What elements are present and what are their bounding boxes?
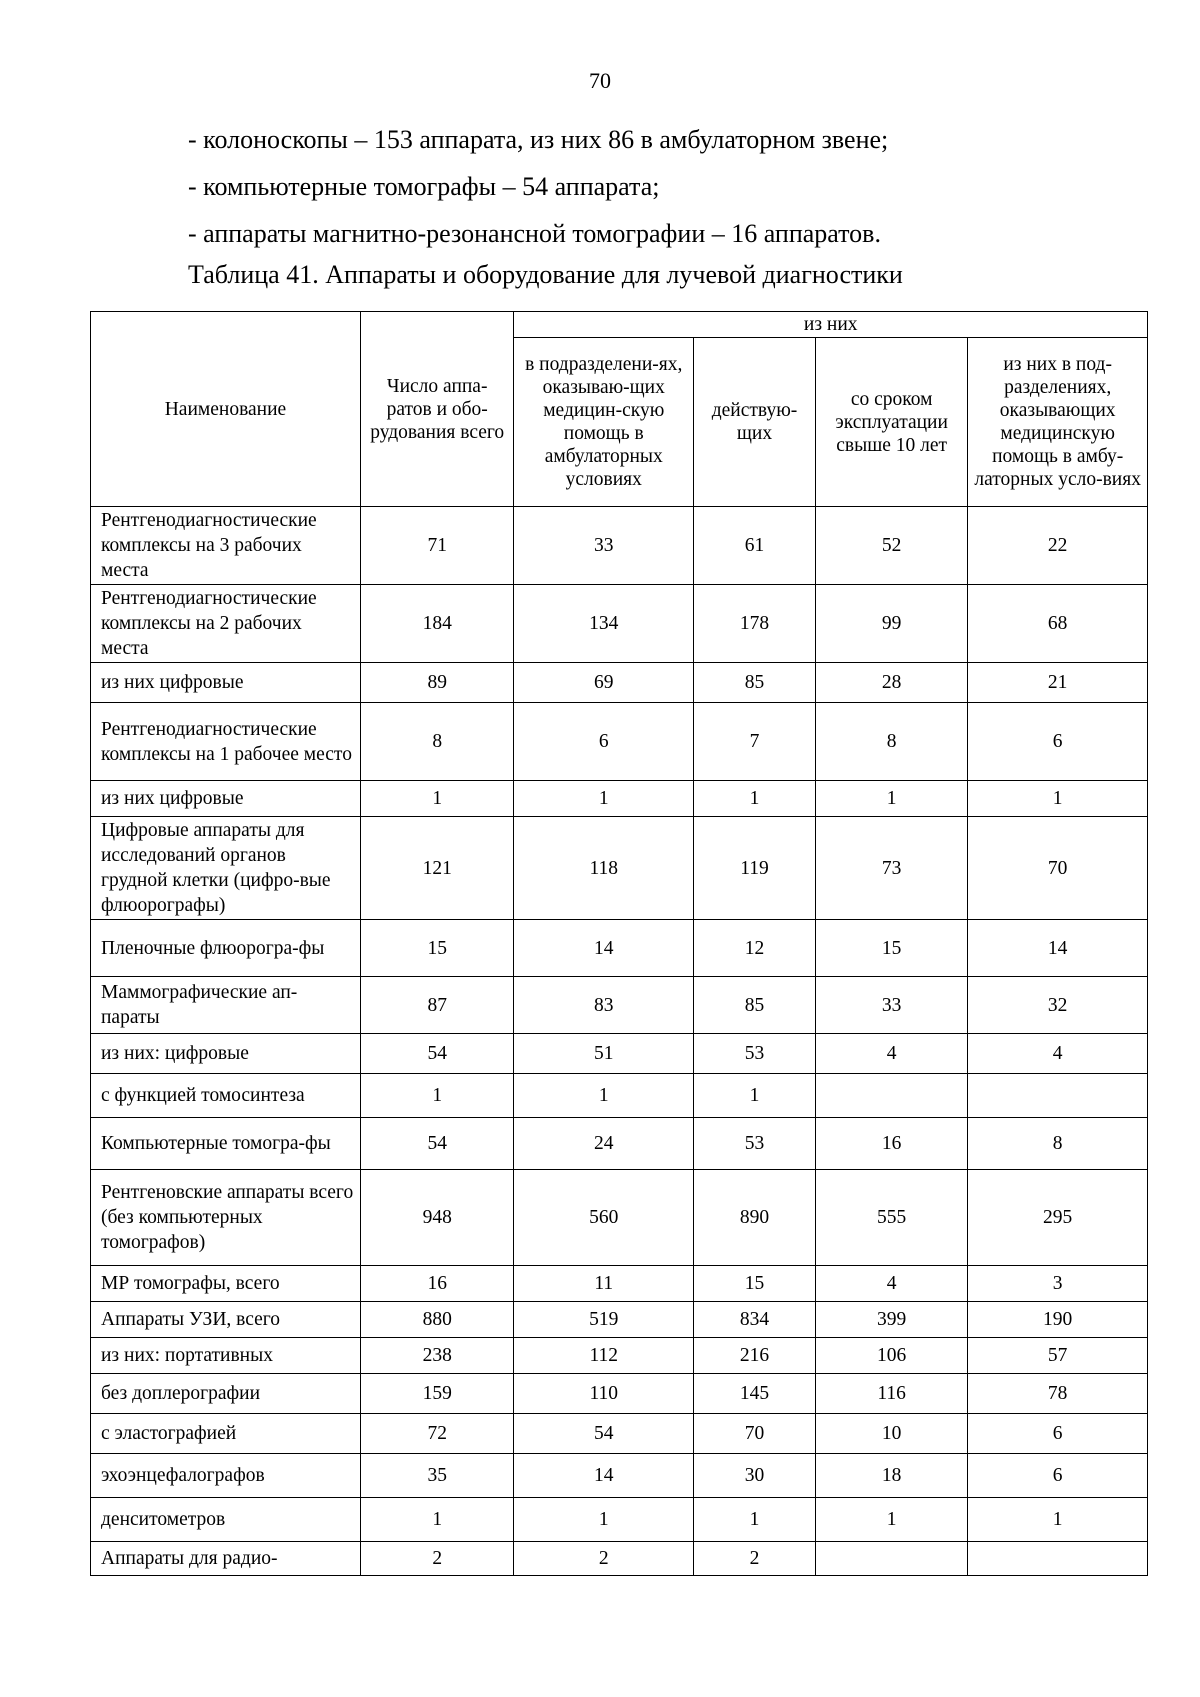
row-name: с эластографией [91, 1414, 361, 1454]
row-value: 8 [815, 703, 967, 781]
row-value: 6 [968, 1454, 1148, 1498]
page-number: 70 [589, 68, 611, 93]
table-row [91, 1118, 1148, 1170]
row-value: 118 [514, 817, 694, 920]
row-value: 216 [694, 1338, 816, 1374]
row-value: 14 [514, 920, 694, 977]
row-value [815, 1074, 967, 1118]
table-row [91, 977, 1148, 1034]
row-value: 295 [968, 1170, 1148, 1266]
row-value: 54 [514, 1414, 694, 1454]
row-name: из них цифровые [91, 663, 361, 703]
row-value: 51 [514, 1034, 694, 1074]
row-value: 1 [815, 1498, 967, 1542]
row-name: Аппараты УЗИ, всего [91, 1302, 361, 1338]
row-value: 4 [815, 1266, 967, 1302]
row-value: 85 [694, 977, 816, 1034]
row-name: МР томографы, всего [91, 1266, 361, 1302]
header-total: Число аппа-ратов и обо-рудования всего [360, 312, 513, 507]
row-value: 21 [968, 663, 1148, 703]
row-value: 159 [360, 1374, 513, 1414]
row-value: 519 [514, 1302, 694, 1338]
row-value: 33 [815, 977, 967, 1034]
row-value: 83 [514, 977, 694, 1034]
row-value: 33 [514, 507, 694, 585]
row-name: эхоэнцефалографов [91, 1454, 361, 1498]
list-item: - компьютерные томографы – 54 аппарата; [188, 172, 660, 201]
equipment-list [188, 116, 888, 257]
row-name: из них: портативных [91, 1338, 361, 1374]
row-value: 14 [514, 1454, 694, 1498]
table-row [91, 817, 1148, 920]
row-value: 16 [360, 1266, 513, 1302]
row-value: 22 [968, 507, 1148, 585]
row-value: 880 [360, 1302, 513, 1338]
row-value: 14 [968, 920, 1148, 977]
table-row [91, 1542, 1148, 1576]
row-value: 71 [360, 507, 513, 585]
row-name: из них: цифровые [91, 1034, 361, 1074]
row-value: 53 [694, 1034, 816, 1074]
row-value: 11 [514, 1266, 694, 1302]
table-row [91, 507, 1148, 585]
row-value: 6 [968, 1414, 1148, 1454]
list-item: - колоноскопы – 153 аппарата, из них 86 в амбулаторном звене; [188, 125, 889, 154]
row-value: 1 [694, 781, 816, 817]
table-row [91, 920, 1148, 977]
row-value: 24 [514, 1118, 694, 1170]
table-row [91, 781, 1148, 817]
row-value: 8 [968, 1118, 1148, 1170]
row-value: 7 [694, 703, 816, 781]
row-value: 560 [514, 1170, 694, 1266]
row-value: 68 [968, 585, 1148, 663]
row-value: 1 [360, 1498, 513, 1542]
row-value: 145 [694, 1374, 816, 1414]
table-row [91, 1170, 1148, 1266]
table-row [91, 1414, 1148, 1454]
row-value: 70 [694, 1414, 816, 1454]
row-value: 1 [694, 1074, 816, 1118]
row-value: 119 [694, 817, 816, 920]
table-row [91, 703, 1148, 781]
row-value: 15 [694, 1266, 816, 1302]
table-row [91, 1454, 1148, 1498]
row-value: 28 [815, 663, 967, 703]
row-value: 134 [514, 585, 694, 663]
row-value: 53 [694, 1118, 816, 1170]
row-value: 948 [360, 1170, 513, 1266]
header-ambulatory: в подразделени-ях, оказываю-щих медицин-скую помощь в амбулаторных условиях [514, 338, 694, 507]
row-name: без доплерографии [91, 1374, 361, 1414]
row-name: Цифровые аппараты для исследований органов грудной клетки (цифро-вые флюорографы) [91, 817, 361, 920]
row-value: 89 [360, 663, 513, 703]
row-name: денситометров [91, 1498, 361, 1542]
row-value: 30 [694, 1454, 816, 1498]
header-group: из них [514, 312, 1148, 338]
row-name: Компьютерные томогра-фы [91, 1118, 361, 1170]
row-value: 4 [968, 1034, 1148, 1074]
table-row [91, 1266, 1148, 1302]
row-name: Маммографические ап-параты [91, 977, 361, 1034]
row-value: 99 [815, 585, 967, 663]
row-value: 555 [815, 1170, 967, 1266]
row-value: 1 [514, 1498, 694, 1542]
row-name: Аппараты для радио- [91, 1542, 361, 1576]
row-value: 106 [815, 1338, 967, 1374]
row-value: 190 [968, 1302, 1148, 1338]
header-name: Наименование [91, 312, 361, 507]
row-value: 890 [694, 1170, 816, 1266]
row-value: 6 [514, 703, 694, 781]
row-value [968, 1074, 1148, 1118]
row-value: 85 [694, 663, 816, 703]
row-name: Рентгеновские аппараты всего (без компьютерных томографов) [91, 1170, 361, 1266]
row-value: 57 [968, 1338, 1148, 1374]
row-value: 35 [360, 1454, 513, 1498]
row-value: 184 [360, 585, 513, 663]
row-value [815, 1542, 967, 1576]
table-row [91, 1374, 1148, 1414]
table-row [91, 1302, 1148, 1338]
row-value: 1 [968, 781, 1148, 817]
table-row [91, 1338, 1148, 1374]
row-value: 61 [694, 507, 816, 585]
row-value: 121 [360, 817, 513, 920]
row-value: 32 [968, 977, 1148, 1034]
row-name: Рентгенодиагностические комплексы на 1 рабочее место [91, 703, 361, 781]
row-value: 16 [815, 1118, 967, 1170]
row-value: 18 [815, 1454, 967, 1498]
row-value [968, 1542, 1148, 1576]
header-over10: со сроком эксплуатации свыше 10 лет [815, 338, 967, 507]
row-value: 1 [514, 781, 694, 817]
table-row [91, 1498, 1148, 1542]
row-value: 112 [514, 1338, 694, 1374]
row-value: 1 [968, 1498, 1148, 1542]
row-name: Рентгенодиагностические комплексы на 2 рабочих места [91, 585, 361, 663]
row-name: Пленочные флюорогра-фы [91, 920, 361, 977]
table-row [91, 1074, 1148, 1118]
row-value: 110 [514, 1374, 694, 1414]
table-row [91, 663, 1148, 703]
table-row [91, 585, 1148, 663]
table-body [91, 507, 1148, 1576]
row-value: 78 [968, 1374, 1148, 1414]
row-value: 178 [694, 585, 816, 663]
row-value: 399 [815, 1302, 967, 1338]
row-value: 2 [514, 1542, 694, 1576]
row-value: 1 [815, 781, 967, 817]
table-row [91, 1034, 1148, 1074]
row-value: 834 [694, 1302, 816, 1338]
row-value: 1 [360, 781, 513, 817]
row-value: 3 [968, 1266, 1148, 1302]
row-value: 10 [815, 1414, 967, 1454]
row-value: 1 [360, 1074, 513, 1118]
row-value: 8 [360, 703, 513, 781]
list-item: - аппараты магнитно-резонансной томографии – 16 аппаратов. [188, 219, 881, 248]
row-value: 69 [514, 663, 694, 703]
row-value: 73 [815, 817, 967, 920]
row-value: 2 [694, 1542, 816, 1576]
row-value: 238 [360, 1338, 513, 1374]
row-value: 116 [815, 1374, 967, 1414]
row-value: 52 [815, 507, 967, 585]
row-value: 54 [360, 1118, 513, 1170]
row-value: 15 [815, 920, 967, 977]
header-working: действую-щих [694, 338, 816, 507]
row-value: 87 [360, 977, 513, 1034]
header-over10-ambulatory: из них в под-разделениях, оказывающих медицинскую помощь в амбу-латорных усло-виях [968, 338, 1148, 507]
row-value: 15 [360, 920, 513, 977]
row-value: 72 [360, 1414, 513, 1454]
row-value: 70 [968, 817, 1148, 920]
table-caption: Таблица 41. Аппараты и оборудование для лучевой диагностики [188, 260, 903, 289]
row-value: 2 [360, 1542, 513, 1576]
row-name: с функцией томосинтеза [91, 1074, 361, 1118]
equipment-table [90, 311, 1148, 1576]
row-value: 12 [694, 920, 816, 977]
row-value: 4 [815, 1034, 967, 1074]
row-value: 54 [360, 1034, 513, 1074]
row-name: Рентгенодиагностические комплексы на 3 рабочих места [91, 507, 361, 585]
row-value: 6 [968, 703, 1148, 781]
row-value: 1 [514, 1074, 694, 1118]
row-name: из них цифровые [91, 781, 361, 817]
row-value: 1 [694, 1498, 816, 1542]
